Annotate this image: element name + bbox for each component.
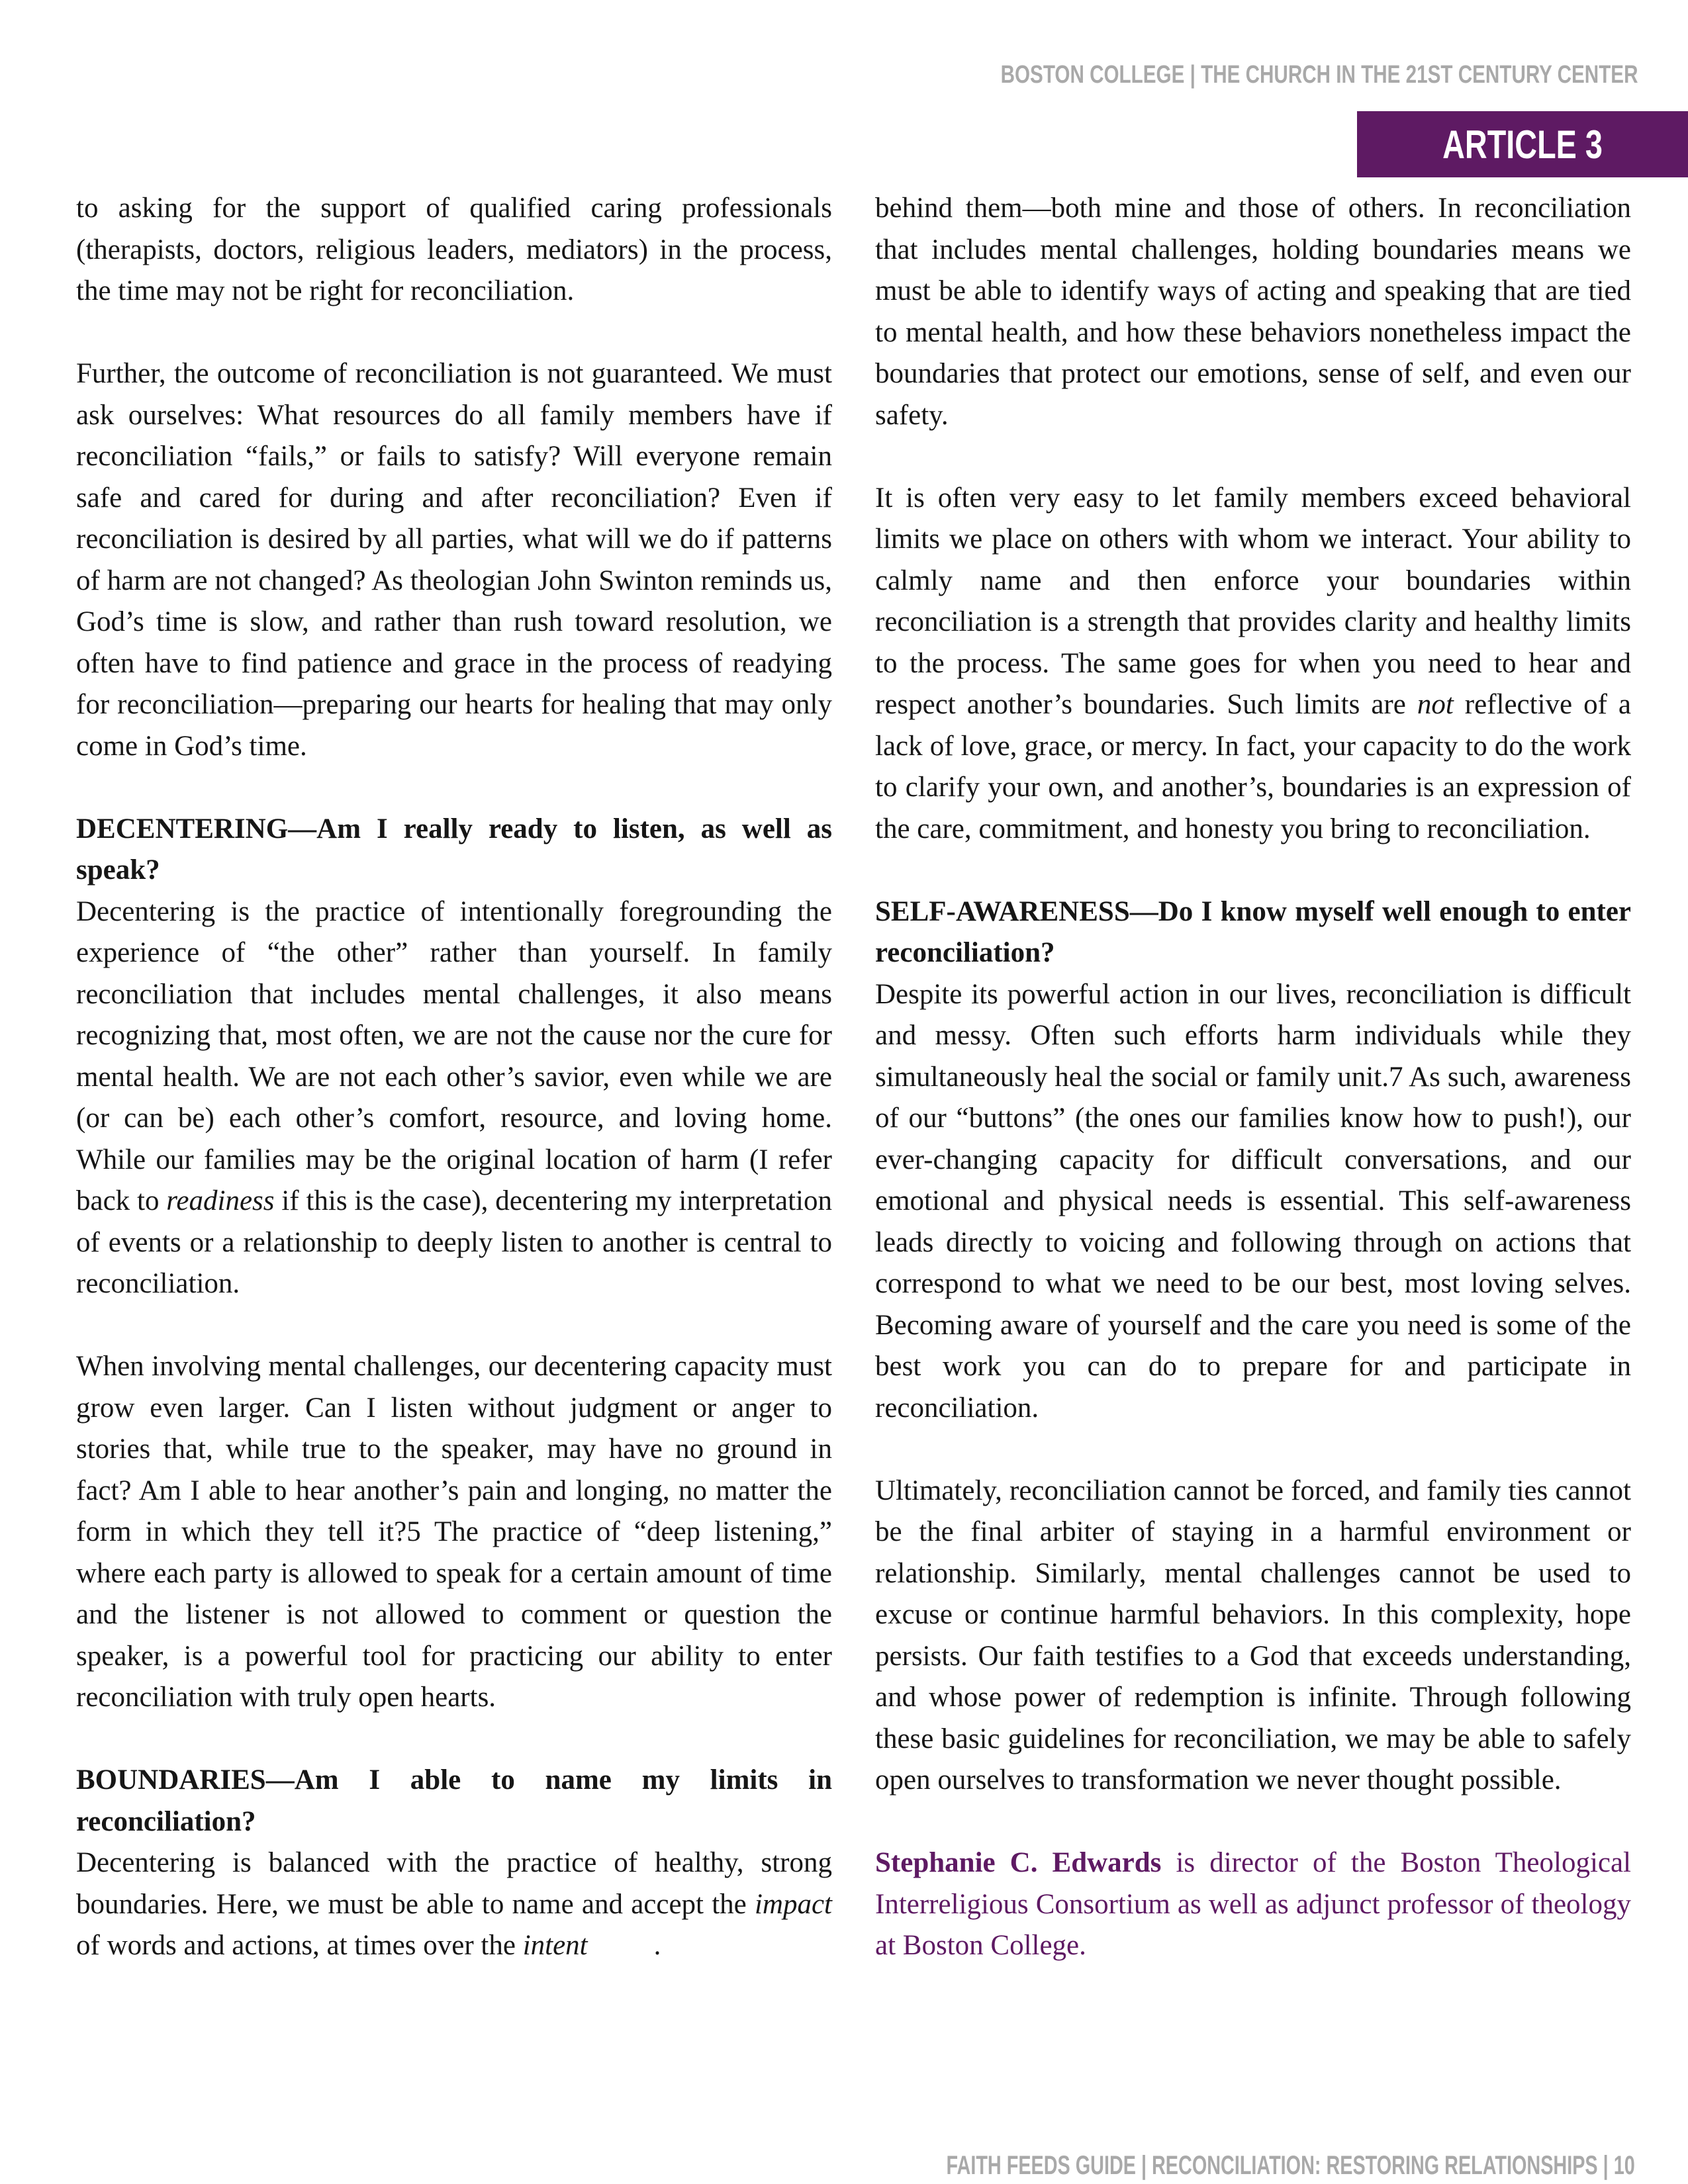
author-name: Stephanie C. Edwards	[875, 1847, 1162, 1878]
left-paragraph-4: When involving mental challenges, our decentering capacity must grow even larger. Can I listen without judgment or anger to stories that, while true to the speaker, may have no ground in fact? Am I able to hear another’s pain and longing, no matter the form in which they tell it?5 The practice of “deep listening,” where each party is allowed to speak for a certain amount of time and the listener is not allowed to comment or question the speaker, is a powerful tool for practicing our ability to enter reconciliation with truly open hearts.	[76, 1351, 832, 1713]
right-paragraph-2-emphasis: not	[1417, 689, 1454, 720]
publication-header: BOSTON COLLEGE | THE CHURCH IN THE 21ST CENTURY CENTER	[1000, 61, 1638, 89]
right-paragraph-2	[875, 478, 1631, 850]
right-paragraph-4: Ultimately, reconciliation cannot be forced, and family ties cannot be the final arbiter of staying in a harmful environment or relationship. Similarly, mental challenges cannot be used to excuse or continue harmful behaviors. In this complexity, hope persists. Our faith testifies to a God that exceeds understanding, and whose power of redemption is infinite. Through following these basic guidelines for reconciliation, we may be able to safely open ourselves to transformation we never thought possible.	[875, 1475, 1631, 1796]
left-paragraph-5	[76, 1843, 832, 1967]
article-label-text: ARTICLE 3	[1442, 122, 1603, 167]
author-description: is director of the Boston Theological Interreligious Consortium as well as adjunct professor of theology at Boston College.	[875, 1847, 1632, 1961]
right-paragraph-3: Despite its powerful action in our lives, reconciliation is difficult and messy. Often such efforts harm individuals while they simultaneously heal the social or family unit.7 As such, awareness of our “buttons” (the ones our families know how to push!), our ever-changing capacity for difficult conversations, and our emotional and physical needs is essential. This self-awareness leads directly to voicing and following through on actions that correspond to what we need to be our best, most loving selves. Becoming aware of yourself and the care you need is some of the best work you can do to prepare for and participate in reconciliation.	[875, 978, 1631, 1424]
left-paragraph-3-part-b: if this is the case), decentering my interpretation of events or a relationship to deeply listen to another is central to reconciliation.	[76, 1185, 833, 1299]
heading-boundaries: BOUNDARIES—Am I able to name my limits in reconciliation?	[76, 1764, 832, 1837]
heading-self-awareness: SELF-AWARENESS—Do I know myself well enough to enter reconciliation?	[875, 895, 1631, 968]
left-paragraph-2: Further, the outcome of reconciliation is not guaranteed. We must ask ourselves: What resources do all family members have if reconciliation “fails,” or fails to satisfy? Will everyone remain safe and cared for during and after reconciliation? Even if reconciliation is desired by all parties, what will we do if patterns of harm are not changed? As theologian John Swinton reminds us, God’s time is slow, and rather than rush toward resolution, we often have to find patience and grace in the process of readying for reconciliation—preparing our hearts for healing that may only come in God’s time.	[76, 358, 832, 762]
article-label-tab	[1357, 111, 1688, 177]
right-paragraph-2-part-b: reflective of a lack of love, grace, or mercy. In fact, your capacity to do the work to clarify your own, and another’s, boundaries is an expression of the care, commitment, and honesty you bring to reconciliation.	[875, 689, 1631, 844]
left-paragraph-5-emphasis-impact: impact	[754, 1888, 832, 1920]
left-paragraph-5-emphasis-intent: intent	[522, 1930, 588, 1961]
left-paragraph-5-part-b: of words and actions, at times over the	[76, 1930, 523, 1961]
left-paragraph-5-part-a: Decentering is balanced with the practice of healthy, strong boundaries. Here, we must be able to name and accept the	[76, 1847, 832, 1920]
left-paragraph-3	[76, 891, 832, 1305]
page-footer: FAITH FEEDS GUIDE | RECONCILIATION: RESTORING RELATIONSHIPS | 10	[946, 2151, 1635, 2180]
author-bio	[875, 1843, 1631, 1967]
heading-decentering: DECENTERING—Am I really ready to listen, as well as speak?	[76, 813, 832, 886]
right-paragraph-1: behind them—both mine and those of others. In reconciliation that includes mental challenges, holding boundaries means we must be able to identify ways of acting and speaking that are tied to mental health, and how these behaviors nonetheless impact the boundaries that protect our emotions, sense of self, and even our safety.	[875, 193, 1631, 431]
right-column	[875, 188, 1631, 1967]
left-paragraph-3-emphasis: readiness	[166, 1185, 275, 1216]
left-column	[76, 188, 832, 1967]
right-paragraph-2-part-a: It is often very easy to let family members exceed behavioral limits we place on others with whom we interact. Your ability to calmly name and then enforce your boundaries within reconciliation is a strength that provides clarity and healthy limits to the process. The same goes for when you need to hear and respect another’s boundaries. Such limits are	[875, 482, 1631, 720]
left-paragraph-5-part-c: .	[653, 1930, 661, 1961]
left-paragraph-1: to asking for the support of qualified caring professionals (therapists, doctors, religious leaders, mediators) in the process, the time may not be right for reconciliation.	[76, 193, 832, 306]
left-paragraph-3-part-a: Decentering is the practice of intentionally foregrounding the experience of “the other” rather than yourself. In family reconciliation that includes mental challenges, it also means recognizing that, most often, we are not the cause nor the cure for mental health. We are not each other’s savior, even while we are (or can be) each other’s comfort, resource, and loving home. While our families may be the original location of harm (I refer back to	[76, 895, 832, 1216]
